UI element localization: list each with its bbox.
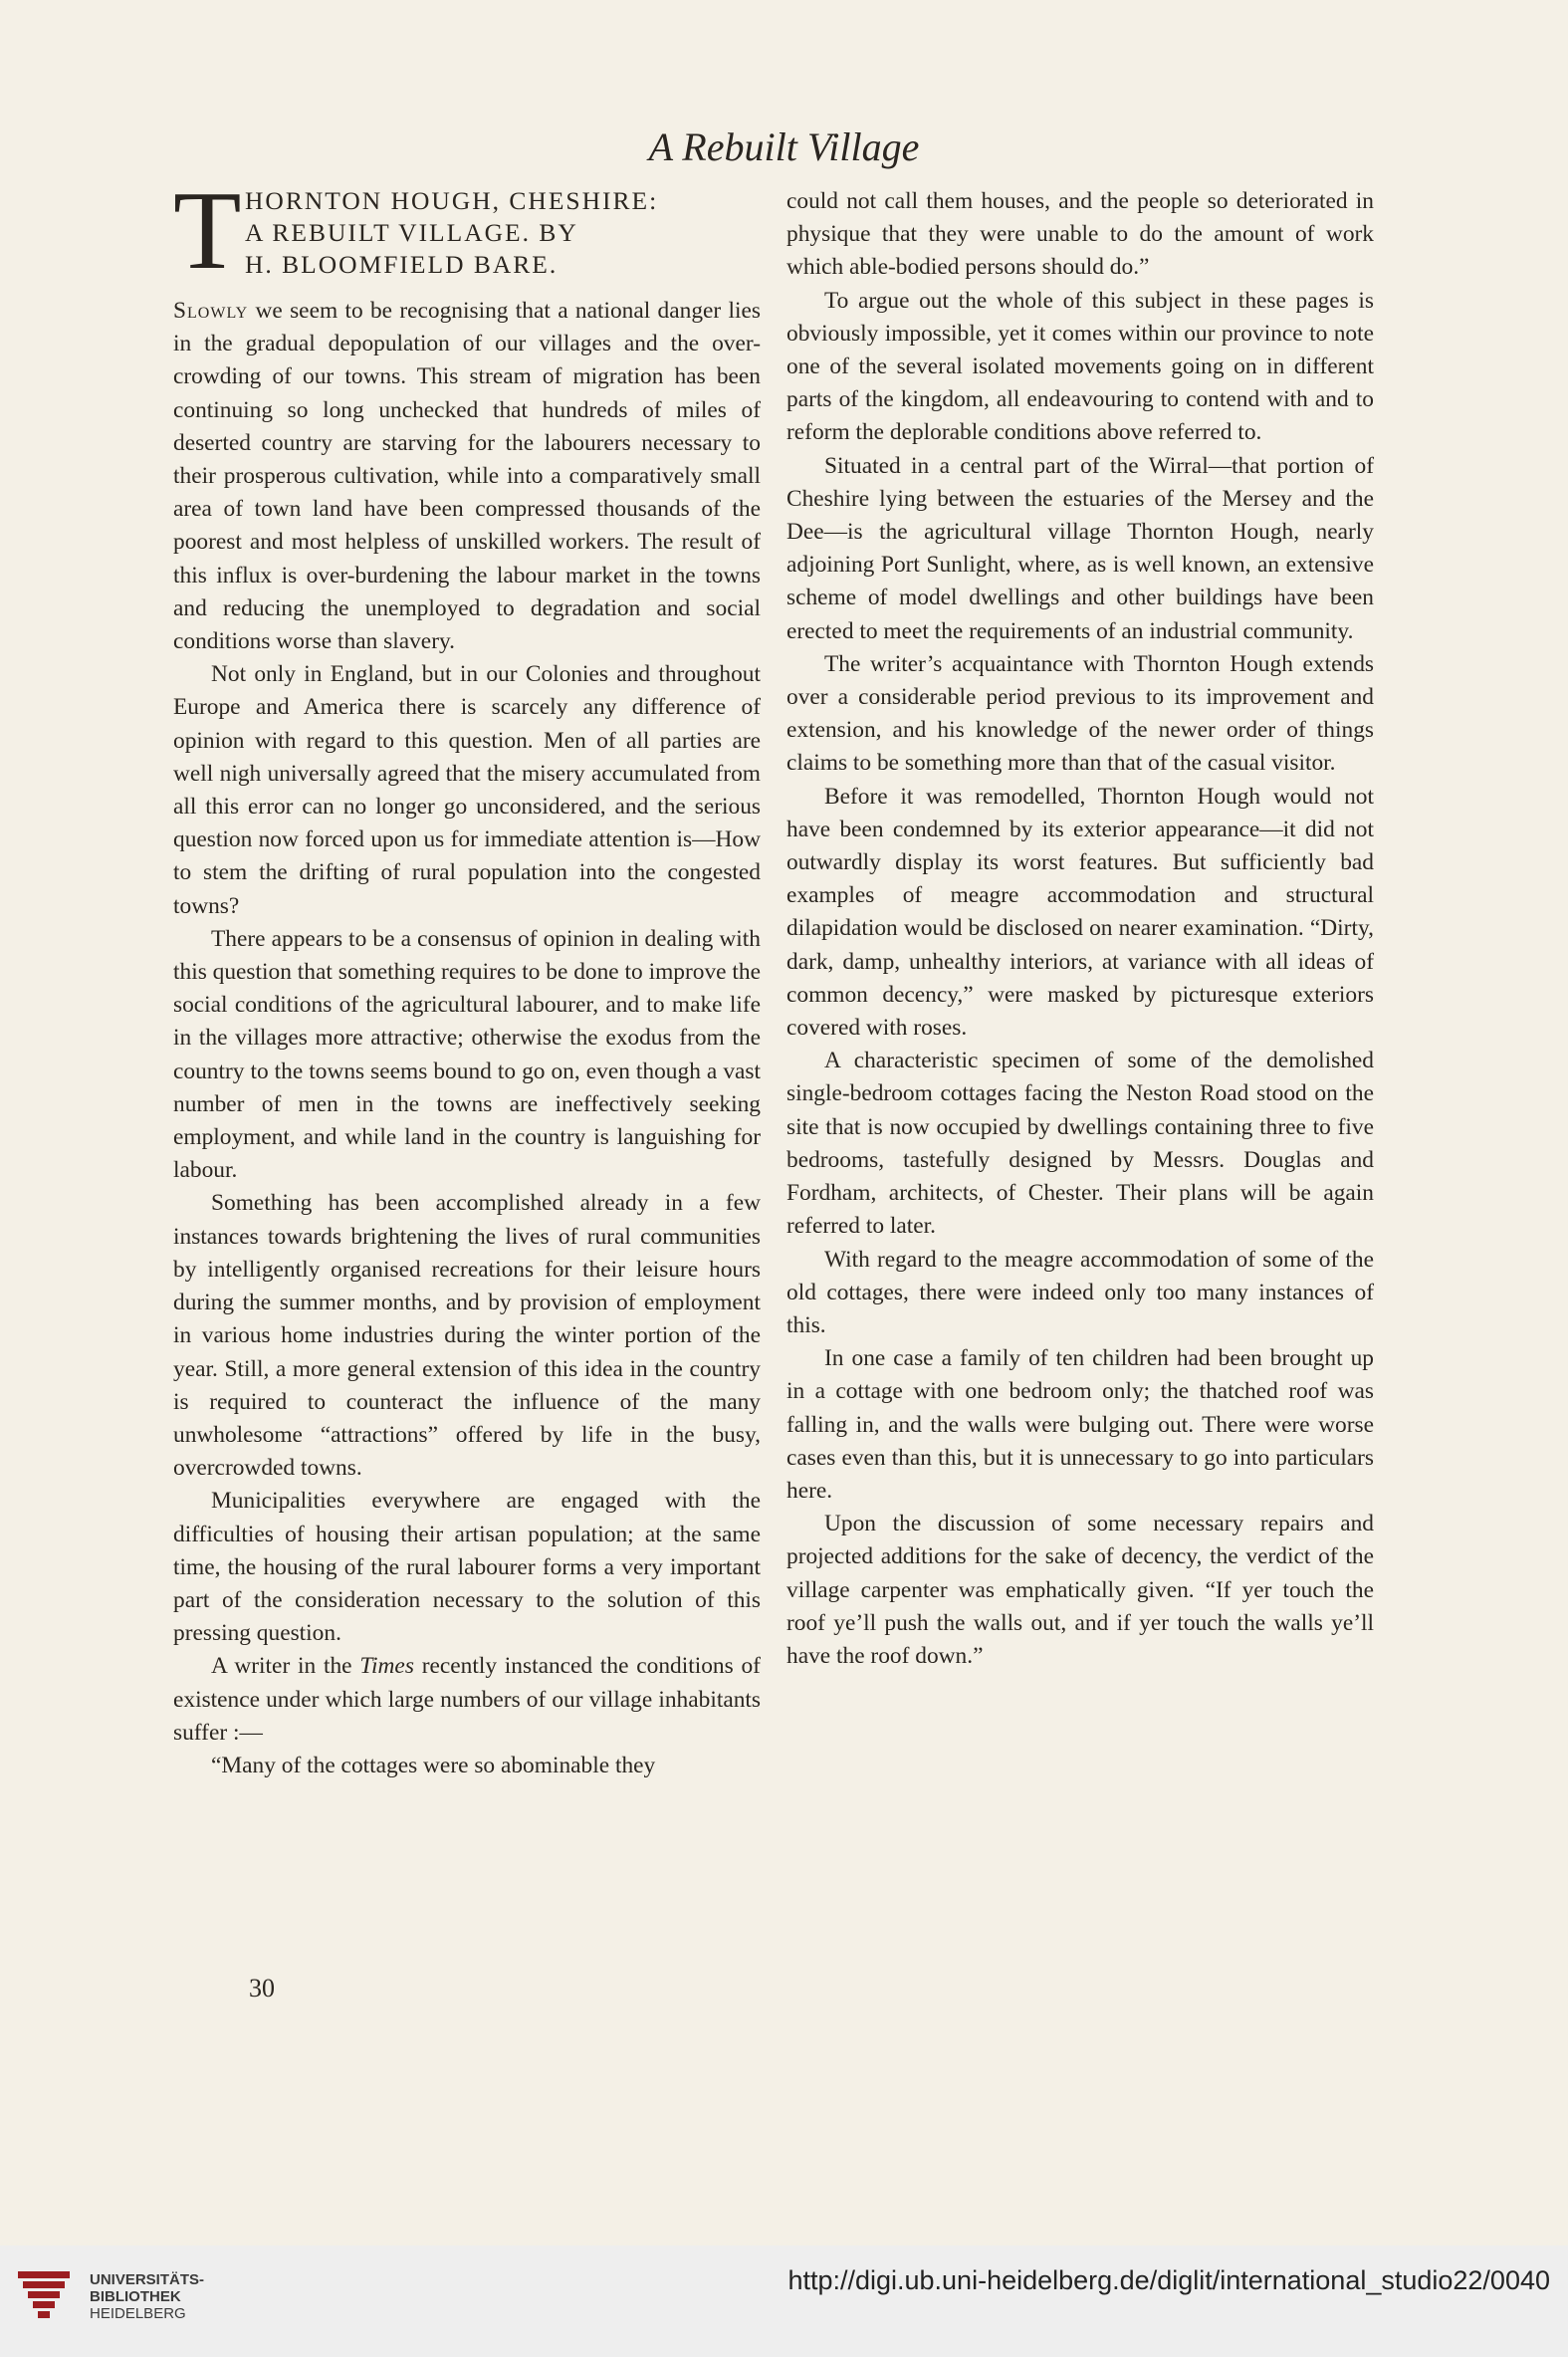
library-name-line-1: UNIVERSITÄTS-: [90, 2271, 205, 2288]
paragraph: Before it was remodelled, Thornton Hough would not have been condemned by its exterior appearance—it did not outwardly display its worst features. But sufficiently bad examples of meagre accommodation and structural dilapidation would be disclosed on nearer examination. “Dirty, dark, damp, unhealthy interiors, at variance with all ideas of common decency,” were masked by picturesque exteriors covered with roses.: [786, 783, 1374, 1042]
paragraph-text: A writer in the: [211, 1653, 360, 1680]
library-logo-icon: [14, 2263, 78, 2327]
library-name-line-2: BIBLIOTHEK: [90, 2288, 181, 2305]
logo-bar: [18, 2271, 70, 2278]
headline-line-3: H. BLOOMFIELD BARE.: [245, 250, 559, 279]
paragraph: Municipalities everywhere are engaged with the difficulties of housing their artisan population; at the same time, the housing of the rural labourer forms a very important part of the consideration necessary to the solution of this pressing question.: [173, 1488, 761, 1647]
paragraph: Not only in England, but in our Colonies and throughout Europe and America there is scarcely any difference of opinion with regard to this question. Men of all parties are well nigh universally agreed that the misery accumulated from all this error can no longer go unconsidered, and the serious question now forced upon us for immediate attention is—How to stem the drifting of rural population into the congested towns?: [173, 661, 761, 919]
drop-cap: T: [173, 169, 244, 293]
paragraph: Situated in a central part of the Wirral—that portion of Cheshire lying between the estuaries of the Mersey and the Dee—is the agricultural village Thornton Hough, nearly adjoining Port Sunlight, where, as is well known, an extensive scheme of model dwellings and other buildings have been erected to meet the requirements of an industrial community.: [786, 452, 1374, 644]
paragraph: “Many of the cottages were so abominable they: [211, 1752, 656, 1778]
paragraph: To argue out the whole of this subject in these pages is obviously impossible, yet it comes within our province to note one of the several isolated movements going on in different parts of the kingdom, all endeavouring to contend with and to reform the deplorable conditions above referred to.: [786, 287, 1374, 446]
paragraph: Something has been accomplished already in a few instances towards brightening the lives of rural communities by intelligently organised recreations for their leisure hours during the summer months, and by provision of employment in various home industries during the winter portion of the year. Still, a more general extension of this idea in the country is required to counteract the influence of the many unwholesome “attractions” offered by life in the busy, overcrowded towns.: [173, 1190, 761, 1482]
paragraph: In one case a family of ten children had been brought up in a cottage with one bedroom only; the thatched roof was falling in, and the walls were bulging out. There were worse cases even than this, but it is unnecessary to go into particulars here.: [786, 1345, 1374, 1504]
paragraph: With regard to the meagre accommodation of some of the old cottages, there were indeed only too many instances of this.: [786, 1246, 1374, 1338]
right-column: [786, 185, 1374, 1673]
paragraph: The writer’s acquaintance with Thornton Hough extends over a considerable period previous to its improvement and extension, and his knowledge of the newer order of things claims to be something more than that of the casual visitor.: [786, 650, 1374, 777]
logo-bar: [38, 2311, 50, 2318]
logo-bar: [33, 2301, 55, 2308]
left-column: [173, 169, 761, 1782]
logo-bar: [23, 2281, 65, 2288]
lead-word: Slowly: [173, 298, 249, 324]
paragraph: A characteristic specimen of some of the demolished single-bedroom cottages facing the Neston Road stood on the site that is now occupied by dwellings containing three to five bedrooms, tastefully designed by Messrs. Douglas and Fordham, architects, of Chester. Their plans will be again referred to later.: [786, 1048, 1374, 1240]
library-name-line-3: HEIDELBERG: [90, 2305, 186, 2322]
paragraph: [173, 1650, 761, 1750]
running-title: A Rebuilt Village: [648, 124, 920, 169]
headline-line-1: HORNTON HOUGH, CHESHIRE:: [245, 186, 659, 215]
paragraph: Upon the discussion of some necessary repairs and projected additions for the sake of decency, the verdict of the village carpenter was emphatically given. “If yer touch the roof ye’ll push the walls out, and if yer touch the walls ye’ll have the roof down.”: [786, 1511, 1374, 1669]
library-name: [90, 2271, 204, 2322]
headline-line-2: A REBUILT VILLAGE. BY: [245, 218, 578, 247]
page-number: 30: [249, 1974, 275, 2003]
paragraph: There appears to be a consensus of opinion in dealing with this question that something requires to be done to improve the social conditions of the agricultural labourer, and to make life in the villages more attractive; otherwise the exodus from the country to the towns seems bound to go on, even though a vast number of men in the towns are ineffectively seeking employment, and while land in the country is languishing for labour.: [173, 925, 761, 1184]
library-footer: [0, 2245, 1568, 2357]
article-headline: [173, 169, 761, 293]
paragraph-text: we seem to be recognising that a national danger lies in the gradual depopulation of our villages and the over-crowding of our towns. This stream of migration has been continuing so long unchecked that hundreds of miles of deserted country are starving for the labourers necessary to their prosperous cultivation, while into a comparatively small area of town land have been compressed thousands of the poorest and most helpless of unskilled workers. The result of this influx is over-burdening the labour market in the towns and reducing the unemployed to degradation and social conditions worse than slavery.: [173, 298, 761, 655]
source-url-link[interactable]: http://digi.ub.uni-heidelberg.de/diglit/international_studio22/0040: [787, 2265, 1550, 2295]
logo-bar: [28, 2291, 60, 2298]
paragraph: [173, 295, 761, 658]
newspaper-title: Times: [359, 1653, 414, 1680]
paragraph-text: recently instanced the conditions of existence under which large numbers of our village inhabitants suffer :—: [173, 1653, 761, 1746]
paragraph: could not call them houses, and the people so deteriorated in physique that they were unable to do the amount of work which able-bodied persons should do.”: [786, 188, 1374, 281]
